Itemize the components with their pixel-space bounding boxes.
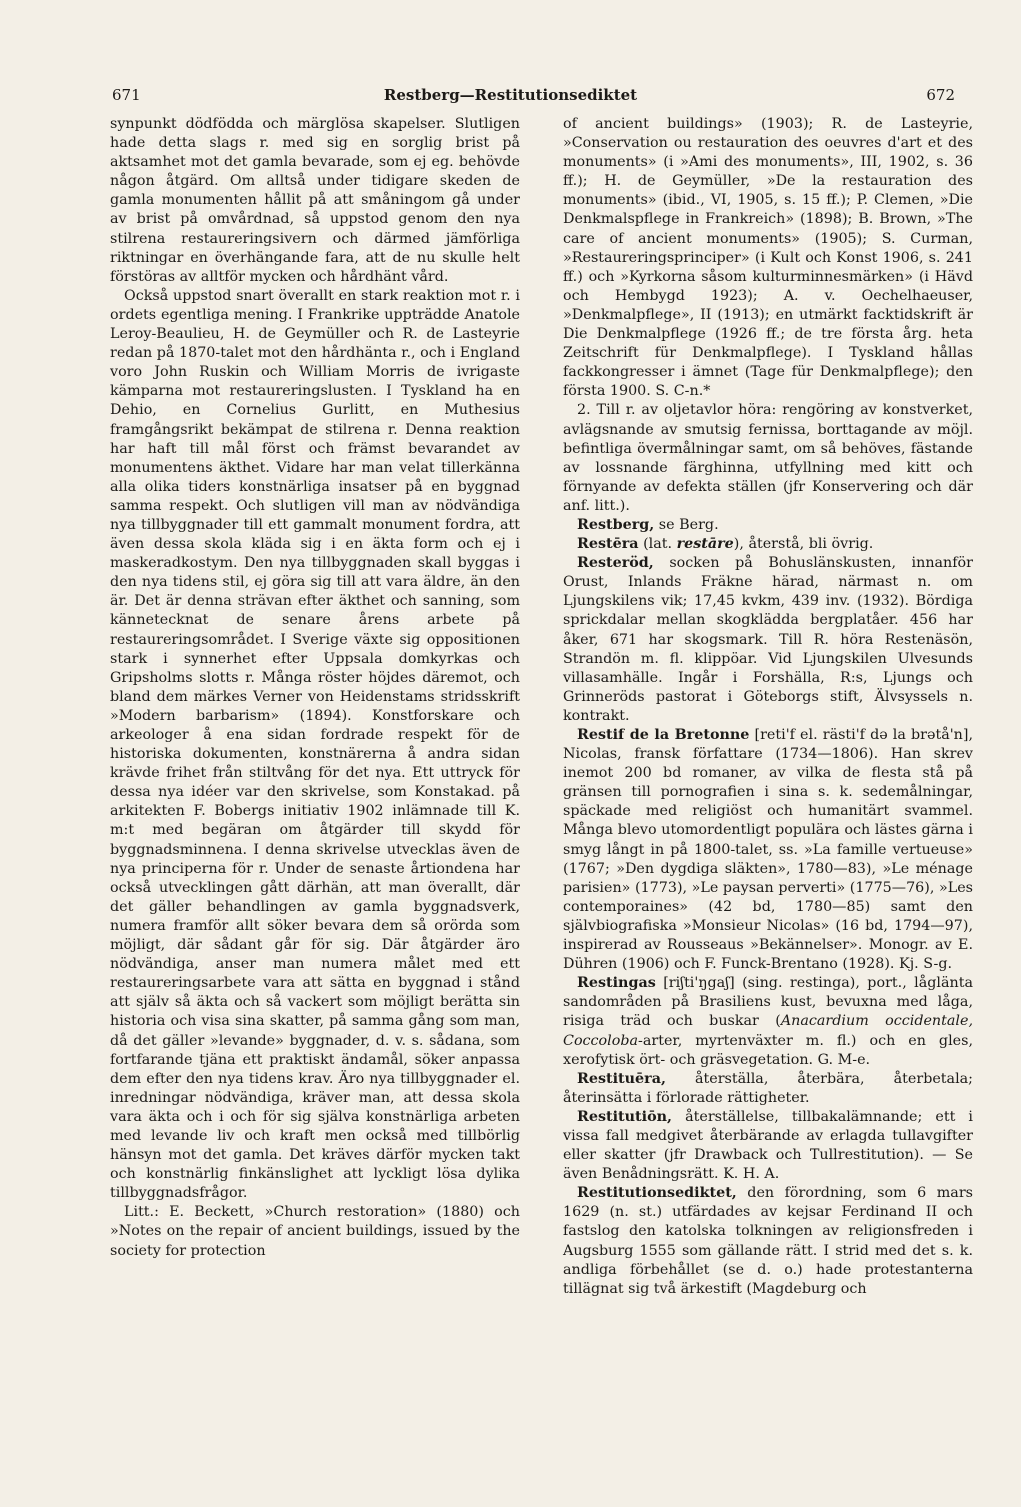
entry-restif [563, 726, 973, 974]
running-title: Restberg—Restitutionsediktet [383, 86, 638, 104]
entry-italic: Anacardium occidentale, Coccoloba [563, 1013, 973, 1049]
entry-text: återställa, återbära, återbetala; återinsätta i förlorade rättigheter. [563, 1070, 973, 1106]
left-column [110, 115, 520, 1261]
entry-text: återställelse, tillbakalämnande; ett i vissa fall medgivet återbärande av erlagda tullavgifter eller skatter (jfr Drawback och Tullrestitution). — Se även Benådningsrätt. K. H. A. [563, 1108, 973, 1183]
page-number-left: 671 [112, 86, 141, 104]
entry-restitution [563, 1108, 973, 1184]
entry-headword: Restituēra, [577, 1070, 666, 1087]
entry-text: [reti'f el. rästi'f də la brətå'n], Nicolas, fransk författare (1734—1806). Han skrev inemot 200 bd romaner, av vilka de flesta stå på gränsen till pornografien i sina s. k. sedemålningar, späckade med religiöst och humanitärt svammel. Många blevo utomordentligt populära och lästes gärna i smyg långt in på 1800-talet, ss. »La famille vertueuse» (1767; »Den dygdiga släkten», 1780—83), »Le ménage parisien» (1773), »Le paysan perverti» (1775—76), »Les contemporaines» (42 bd, 1780—85) samt den självbiografiska »Monsieur Nicolas» (16 bd, 1794—97), inspirerad av Rousseaus »Bekännelser». Monogr. av E. Dühren (1906) och F. Funck-Brentano (1928). Kj. S-g. [563, 727, 973, 973]
entry-italic: restāre [676, 536, 734, 553]
entry-text: socken på Bohuslänskusten, innanför Orust, Inlands Fräkne härad, närmast n. om Ljungskilens vik; 17,45 kvkm, 439 inv. (1932). Bördiga sprickdalar mellan skogklädda bergplatåer. 456 har åker, 671 har skogsmark. Till R. höra Restenäsön, Strandön m. fl. klippöar. Vid Ljungskilen Ulvesunds villasamhälle. Ingår i Forshälla, R:s, Ljungs och Grinneröds pastorat i Göteborgs stift, Älvsyssels n. kontrakt. [563, 555, 973, 724]
entry-headword: Restitutiōn, [577, 1108, 673, 1125]
paragraph: synpunkt dödfödda och märglösa skapelser. Slutligen hade detta slags r. med sig en sorglig brist på aktsamhet mot det gamla bevarade, som ej eg. behövde någon åtgärd. Om alltså under tidigare skeden de gamla monumenten hållit på att småningom gå under av brist på omvårdnad, så uppstod genom den nya stilrena restaureringsivern och därmed jämförliga riktningar en överhängande fara, att de nu skulle helt förstöras av alltför mycken och hårdhänt vård. [110, 116, 520, 285]
entry-text: (lat. [638, 536, 677, 553]
right-column [563, 115, 973, 1299]
entry-restingas [563, 974, 973, 1069]
paragraph: of ancient buildings» (1903); R. de Lasteyrie, »Conservation ou restauration des oeuvres d'art et des monuments» (i »Ami des monuments», III, 1902, s. 36 ff.); H. de Geymüller, »De la restauration des monuments» (ibid., VI, 1905, s. 15 ff.); P. Clemen, »Die Denkmalspflege in Frankreich» (1898); B. Brown, »The care of ancient monuments» (1905); S. Curman, »Restaureringsprinciper» (i Kult och Konst 1906, s. 241 ff.) och »Kyrkorna såsom kulturminnesmärken» (i Hävd och Hembygd 1923); A. v. Oechelhaeuser, »Denkmalpflege», II (1913); en utmärkt facktidskrift är Die Denkmalpflege (1926 ff.; de tre första årg. heta Zeitschrift für Denkmalpflege). I Tyskland hållas fackkongresser i ämnet (Tage für Denkmalpflege); den första 1900. S. C-n.* [563, 116, 973, 400]
paragraph: 2. Till r. av oljetavlor höra: rengöring av konstverket, avlägsnande av smutsig fernissa, borttagande av möjl. befintliga övermålningar samt, om så behöves, fästande av lossnande färghinna, utfyllning med kitt och förnyande av defekta ställen (jfr Konservering och där anf. litt.). [563, 402, 973, 514]
paragraph: Också uppstod snart överallt en stark reaktion mot r. i ordets egentliga mening. I Frankrike uppträdde Anatole Leroy-Beaulieu, H. de Geymüller och R. de Lasteyrie redan på 1870-talet mot den hårdhänta r., och i England voro John Ruskin och William Morris de ivrigaste kämparna mot restaureringslusten. I Tyskland ha en Dehio, en Cornelius Gurlitt, en Muthesius framgångsrikt bekämpat de stilrena r. Denna reaktion har haft till mål först och främst bevarandet av monumentens äkthet. Vidare har man velat tillerkänna alla olika tiders konstnärliga insatser på en byggnad samma respekt. Och slutligen vill man av nödvändiga nya tillbyggnader till ett gammalt monument fordra, att även dessa skola kläda sig i en äkta form och ej i maskeradkostym. Den nya tillbyggnaden skall byggas i den nya tidens stil, ej göra sig till att vara äldre, än den är. Det är denna strävan efter äkthet och sanning, som kännetecknat de senare årens arbete på restaureringsområdet. I Sverige växte sig oppositionen stark i synnerhet efter Uppsala domkyrkas och Gripsholms slotts r. Många röster höjdes däremot, och bland dem märkes Verner von Heidenstams stridsskrift »Modern barbarism» (1894). Konstforskare och arkeologer å ena sidan fordrade respekt för de historiska dokumenten, konstnärerna å andra sidan krävde frihet från stiltvång för det nya. Ett uttryck för dessa nya idéer var den skrivelse, som Konstakad. på arkitekten F. Bobergs initiativ 1902 inlämnade till K. m:t med begäran om åtgärder till skydd för byggnadsminnena. I denna skrivelse utvecklas även de nya principerna för r. Under de senaste årtiondena har också utvecklingen gått därhän, att man överallt, där det gäller behandlingen av gamla byggnadsverk, numera framför allt söker bevara dem så orörda som möjligt, där sådant går för sig. Där åtgärder äro nödvändiga, anser man numera målet med ett restaureringsarbete vara att sätta en byggnad i stånd att själv så äkta och så vackert som möjligt berätta sin historia och visa sina skatter, på samma gång som man, då det gäller »levande» byggnader, d. v. s. sådana, som fortfarande tjäna ett praktiskt ändamål, söker anpassa dem efter den nya tidens krav. Äro nya tillbyggnader el. inredningar nödvändiga, kräver man, att dessa skola vara äkta och i och för sig själva konstnärliga arbeten med levande liv och kraft men också med tillbörlig hänsyn mot det gamla. Det kräves därför mycken takt och konstnärlig finkänslighet att lyckligt lösa dylika tillbyggnadsfrågor. [110, 287, 520, 1202]
entry-text: [riʃti'ŋgaʃ] (sing. restinga), port., låglänta sandområden på Brasiliens kust, bevuxna med låga, risiga träd och buskar ( [563, 975, 973, 1030]
entry-headword: Resteröd, [577, 555, 654, 572]
entry-resterod [563, 554, 973, 726]
entry-text: se Berg. [654, 516, 719, 533]
page-number-right: 672 [926, 86, 955, 104]
entry-headword: Restitutionsediktet, [577, 1185, 737, 1202]
entry-text: den förordning, som 6 mars 1629 (n. st.) utfärdades av kejsar Ferdinand II och fastslog den katolska tolkningen av religionsfreden i Augsburg 1555 som gällande rätt. I strid med det s. k. andliga förbehållet (se d. o.) hade protestanterna tillägnat sig två ärkestift (Magdeburg och [563, 1185, 973, 1297]
entry-headword: Restēra [577, 536, 639, 553]
entry-restitutionsediktet [563, 1184, 973, 1299]
entry-headword: Restberg, [577, 516, 655, 533]
entry-restberg [563, 516, 973, 535]
entry-headword: Restif de la Bretonne [577, 727, 750, 743]
entry-restera [563, 535, 973, 554]
entry-restituera [563, 1070, 973, 1108]
entry-text: ), återstå, bli övrig. [733, 536, 874, 553]
entry-headword: Restingas [577, 975, 656, 992]
page-header [0, 0, 1021, 110]
bibliography-paragraph: Litt.: E. Beckett, »Church restoration» (1880) och »Notes on the repair of ancient buildings, issued by the society for protection [110, 1204, 520, 1259]
entry-text: -arter, myrtenväxter m. fl.) och en gles, xerofytisk ört- och gräsvegetation. G. M-e. [563, 1032, 973, 1068]
